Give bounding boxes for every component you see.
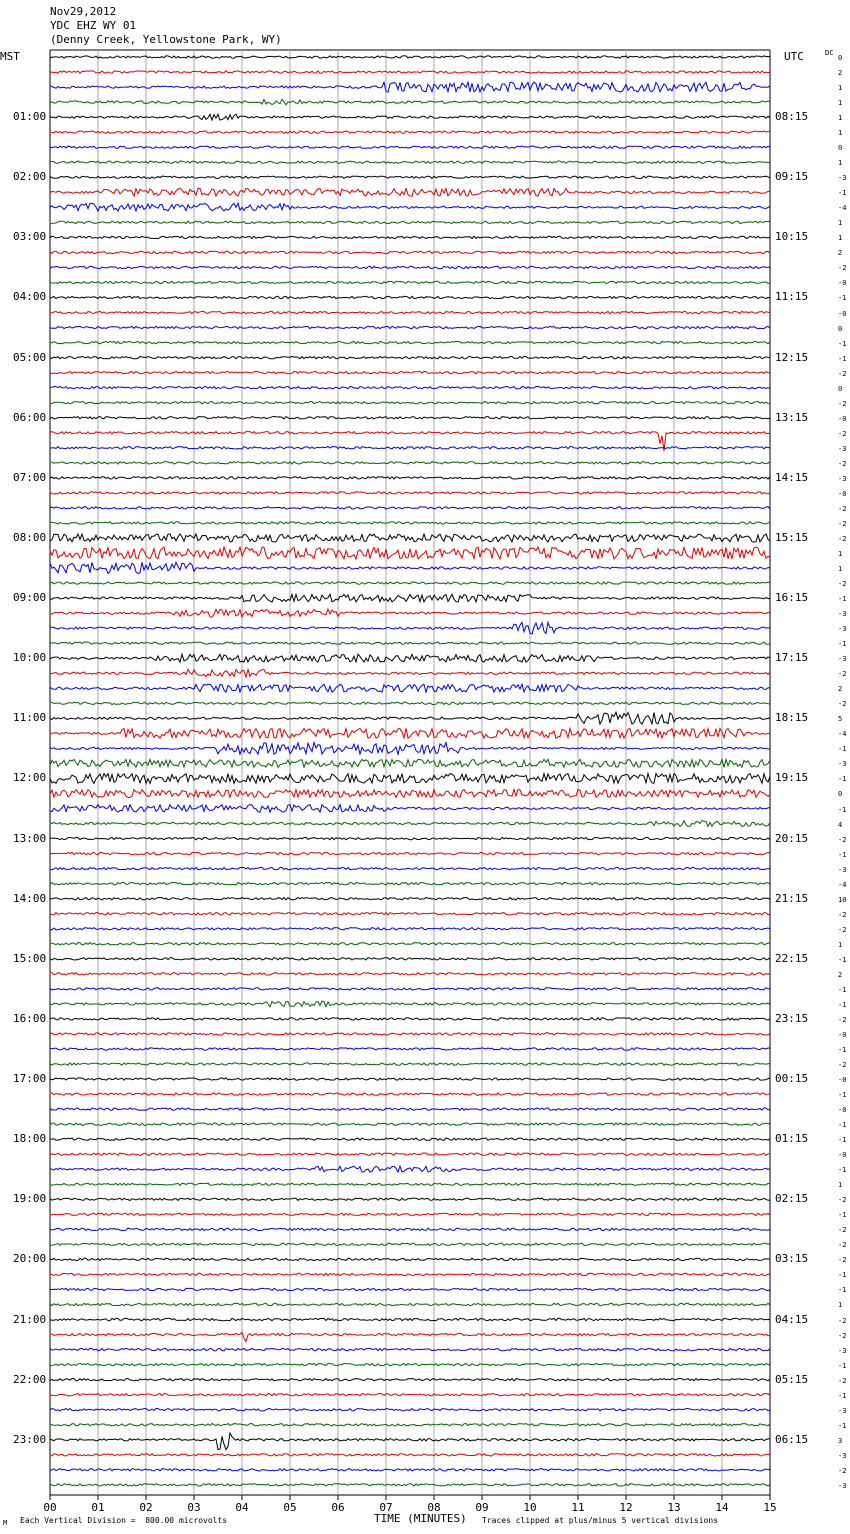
trace-line [50,56,770,58]
trace-line [50,522,770,524]
dc-offset-label: -1 [838,355,847,363]
trace-line [50,1454,770,1456]
dc-offset-label: -0 [838,310,847,318]
dc-offset-label: -3 [838,610,847,618]
right-hour-label: 02:15 [775,1192,809,1205]
dc-offset-label: 4 [838,821,843,829]
dc-offset-label: 2 [838,685,843,693]
dc-offset-label: 1 [838,234,843,242]
dc-offset-label: 0 [838,54,843,62]
dc-offset-label: -2 [838,580,847,588]
dc-offset-label: -2 [838,505,847,513]
dc-offset-label: 1 [838,550,843,558]
left-hour-label: 11:00 [13,711,47,724]
footer-mark: M [3,1519,8,1527]
right-hour-label: 23:15 [775,1012,809,1025]
dc-offset-label: -2 [838,1226,847,1234]
x-tick-label: 07 [379,1501,393,1514]
x-tick-label: 02 [139,1501,153,1514]
x-tick-label: 15 [763,1501,777,1514]
x-tick-label: 01 [91,1501,105,1514]
trace-line [50,176,770,178]
dc-offset-label: -3 [838,1482,847,1490]
dc-offset-label: -3 [838,1407,847,1415]
trace-line [50,622,770,634]
trace-line [50,1228,770,1230]
right-hour-label: 01:15 [775,1132,809,1145]
left-hour-label: 22:00 [13,1373,47,1386]
station-code: YDC EHZ WY 01 [50,19,137,32]
dc-offset-label: 0 [838,790,843,798]
trace-line [50,943,770,945]
trace-line [50,462,770,464]
trace-line [50,1318,770,1320]
right-hour-label: 10:15 [775,230,809,243]
trace-line [50,883,770,885]
dc-offset-label: -2 [838,460,847,468]
trace-line [50,1153,770,1155]
right-hour-label: 13:15 [775,411,809,424]
trace-line [50,1424,770,1426]
trace-line [50,492,770,494]
left-hour-label: 19:00 [13,1192,47,1205]
dc-offset-label: -1 [838,294,847,302]
trace-line [50,131,770,133]
right-hour-label: 00:15 [775,1072,809,1085]
dc-offset-label: -0 [838,1106,847,1114]
dc-offset-label: -1 [838,956,847,964]
dc-offset-label: -1 [838,1121,847,1129]
trace-line [50,1273,770,1275]
right-hour-label: 05:15 [775,1373,809,1386]
dc-offset-label: 3 [838,1437,843,1445]
dc-offset-label: -2 [838,1467,847,1475]
dc-offset-label: -2 [838,1016,847,1024]
left-hour-label: 08:00 [13,531,47,544]
trace-line [50,251,770,253]
trace-line [50,805,770,813]
trace-line [50,447,770,449]
dc-offset-label: -1 [838,189,847,197]
clip-note: Traces clipped at plus/minus 5 vertical divisions [482,1516,719,1525]
trace-line [50,311,770,313]
trace-line [50,913,770,915]
left-hour-label: 12:00 [13,771,47,784]
dc-offset-label: -2 [838,535,847,543]
trace-line [50,1363,770,1365]
trace-line [50,114,770,120]
trace-line [50,1001,770,1007]
dc-offset-label: -1 [838,986,847,994]
dc-offset-label: -1 [838,1362,847,1370]
dc-offset-label: -0 [838,1031,847,1039]
left-hour-label: 04:00 [13,290,47,303]
trace-line [50,417,770,419]
dc-offset-label: -2 [838,1256,847,1264]
trace-line [50,684,770,692]
trace-line [50,281,770,283]
dc-offset-label: -2 [838,370,847,378]
dc-offset-label: -2 [838,1377,847,1385]
dc-offset-label: -4 [838,881,847,889]
trace-line [50,1258,770,1260]
trace-line [50,326,770,328]
right-hour-label: 22:15 [775,952,809,965]
left-hour-label: 07:00 [13,471,47,484]
trace-line [50,582,770,584]
right-hour-label: 16:15 [775,591,809,604]
right-hour-label: 14:15 [775,471,809,484]
trace-line [50,837,770,839]
x-tick-label: 05 [283,1501,297,1514]
dc-offset-label: -1 [838,1211,847,1219]
x-tick-label: 03 [187,1501,201,1514]
dc-offset-label: -4 [838,730,847,738]
right-hour-label: 19:15 [775,771,809,784]
trace-line [50,790,770,798]
dc-offset-label: -1 [838,851,847,859]
dc-offset-label: -1 [838,1392,847,1400]
trace-line [50,1303,770,1305]
scale-note: Each Vertical Division = 800.00 microvolts [20,1516,228,1525]
trace-line [50,594,770,602]
trace-line [50,562,770,573]
trace-line [50,1243,770,1245]
trace-line [50,1093,770,1095]
x-axis-title: TIME (MINUTES) [374,1512,467,1525]
dc-header-label: DC [825,49,834,57]
left-hour-label: 06:00 [13,411,47,424]
trace-line [50,1394,770,1396]
dc-offset-label: -2 [838,520,847,528]
dc-offset-label: -4 [838,204,847,212]
dc-offset-label: 1 [838,1301,843,1309]
dc-offset-label: 1 [838,159,843,167]
dc-offset-label: 1 [838,84,843,92]
dc-offset-label: -0 [838,279,847,287]
dc-offset-label: -1 [838,1001,847,1009]
right-hour-label: 03:15 [775,1252,809,1265]
left-hour-label: 21:00 [13,1313,47,1326]
right-hour-label: 20:15 [775,832,809,845]
trace-line [50,1348,770,1350]
trace-line [50,1198,770,1200]
dc-offset-label: -0 [838,1076,847,1084]
trace-line [50,221,770,223]
dc-offset-label: -2 [838,670,847,678]
trace-line [50,928,770,930]
dc-offset-label: 1 [838,565,843,573]
dc-offset-label: -2 [838,264,847,272]
dc-offset-label: -3 [838,625,847,633]
right-hour-label: 09:15 [775,170,809,183]
trace-line [50,728,770,738]
left-hour-label: 10:00 [13,651,47,664]
dc-offset-label: 1 [838,129,843,137]
dc-offset-label: 0 [838,325,843,333]
dc-offset-label: 2 [838,69,843,77]
right-hour-label: 06:15 [775,1433,809,1446]
right-hour-label: 12:15 [775,351,809,364]
trace-line [50,266,770,268]
trace-line [50,867,770,869]
trace-line [50,188,770,196]
dc-offset-label: -3 [838,475,847,483]
dc-offset-label: 2 [838,971,843,979]
dc-offset-label: -0 [838,415,847,423]
right-timezone-label: UTC [784,50,804,63]
right-hour-label: 21:15 [775,892,809,905]
trace-line [50,99,770,105]
x-tick-label: 06 [331,1501,345,1514]
dc-offset-label: -2 [838,1241,847,1249]
trace-line [50,988,770,990]
x-tick-label: 14 [715,1501,729,1514]
trace-line [50,1108,770,1110]
dc-offset-label: -1 [838,595,847,603]
trace-line [50,759,770,767]
dc-offset-label: 0 [838,144,843,152]
x-tick-label: 11 [571,1501,585,1514]
left-hour-label: 03:00 [13,230,47,243]
left-timezone-label: MST [0,50,20,63]
dc-offset-label: 2 [838,249,843,257]
trace-line [50,356,770,358]
trace-line [50,1018,770,1020]
trace-line [50,236,770,238]
dc-offset-label: -1 [838,806,847,814]
dc-offset-label: 5 [838,715,843,723]
dc-offset-label: -2 [838,1196,847,1204]
plot-date: Nov29,2012 [50,5,117,18]
trace-line [50,1288,770,1290]
trace-line [50,534,770,542]
trace-line [50,387,770,389]
dc-offset-label: -2 [838,400,847,408]
trace-line [50,477,770,479]
dc-offset-label: -3 [838,1347,847,1355]
trace-line [50,161,770,163]
dc-offset-label: 1 [838,99,843,107]
station-location: (Denny Creek, Yellowstone Park, WY) [50,33,282,46]
trace-line [50,609,770,617]
dc-offset-label: -2 [838,700,847,708]
left-hour-label: 17:00 [13,1072,47,1085]
x-tick-label: 13 [667,1501,681,1514]
trace-line [50,203,770,211]
trace-line [50,821,770,827]
x-tick-label: 04 [235,1501,249,1514]
trace-line [50,852,770,854]
x-tick-label: 08 [427,1501,441,1514]
trace-line [50,547,770,559]
trace-line [50,402,770,404]
dc-offset-label: -0 [838,490,847,498]
dc-offset-label: 1 [838,941,843,949]
dc-offset-label: -1 [838,745,847,753]
trace-line [50,654,770,662]
trace-line [50,702,770,704]
dc-offset-label: -3 [838,1452,847,1460]
left-hour-label: 13:00 [13,832,47,845]
left-hour-label: 20:00 [13,1252,47,1265]
dc-offset-label: -2 [838,1332,847,1340]
dc-offset-label: -2 [838,1317,847,1325]
dc-offset-label: -2 [838,430,847,438]
left-hour-label: 18:00 [13,1132,47,1145]
left-hour-label: 15:00 [13,952,47,965]
trace-line [50,1033,770,1035]
trace-line [50,1123,770,1125]
dc-offset-label: -2 [838,926,847,934]
trace-line [50,146,770,148]
dc-offset-label: 0 [838,385,843,393]
dc-offset-label: -1 [838,1271,847,1279]
trace-line [50,642,770,644]
trace-line [50,1183,770,1185]
dc-offset-label: -1 [838,1286,847,1294]
dc-offset-label: -1 [838,1046,847,1054]
left-hour-label: 02:00 [13,170,47,183]
trace-line [50,1379,770,1381]
dc-offset-label: 10 [838,896,847,904]
dc-offset-label: -1 [838,1091,847,1099]
right-hour-label: 04:15 [775,1313,809,1326]
dc-offset-label: -1 [838,1166,847,1174]
dc-offset-label: -3 [838,655,847,663]
dc-offset-label: 1 [838,219,843,227]
trace-line [50,71,770,73]
dc-offset-label: -1 [838,640,847,648]
dc-offset-label: -1 [838,340,847,348]
dc-offset-label: -2 [838,836,847,844]
trace-line [50,82,770,92]
left-hour-label: 16:00 [13,1012,47,1025]
trace-line [50,712,770,724]
trace-line [50,669,770,677]
dc-offset-label: -3 [838,866,847,874]
trace-line [50,774,770,784]
trace-line [50,743,770,755]
dc-offset-label: -3 [838,445,847,453]
trace-line [50,1484,770,1486]
trace-line [50,1332,770,1341]
trace-line [50,1063,770,1065]
trace-line [50,372,770,374]
left-hour-label: 05:00 [13,351,47,364]
trace-line [50,296,770,298]
left-hour-label: 14:00 [13,892,47,905]
left-hour-label: 23:00 [13,1433,47,1446]
dc-offset-label: -2 [838,1061,847,1069]
left-hour-label: 09:00 [13,591,47,604]
right-hour-label: 18:15 [775,711,809,724]
trace-line [50,1048,770,1050]
trace-line [50,958,770,960]
trace-line [50,1138,770,1140]
trace-line [50,1166,770,1172]
trace-line [50,341,770,343]
right-hour-label: 11:15 [775,290,809,303]
right-hour-label: 08:15 [775,110,809,123]
trace-line [50,507,770,509]
dc-offset-label: 1 [838,114,843,122]
x-tick-label: 10 [523,1501,537,1514]
trace-line [50,1409,770,1411]
trace-line [50,1078,770,1080]
dc-offset-label: -1 [838,1422,847,1430]
trace-line [50,1433,770,1450]
dc-offset-label: -3 [838,174,847,182]
x-tick-label: 00 [43,1501,57,1514]
dc-offset-label: -2 [838,911,847,919]
trace-line [50,898,770,900]
trace-line [50,973,770,975]
dc-offset-label: 1 [838,1181,843,1189]
dc-offset-label: -1 [838,1136,847,1144]
left-hour-label: 01:00 [13,110,47,123]
trace-line [50,1469,770,1471]
x-tick-label: 12 [619,1501,633,1514]
right-hour-label: 15:15 [775,531,809,544]
x-tick-label: 09 [475,1501,489,1514]
right-hour-label: 17:15 [775,651,809,664]
dc-offset-label: -1 [838,775,847,783]
dc-offset-label: -3 [838,760,847,768]
trace-line [50,1213,770,1215]
dc-offset-label: -0 [838,1151,847,1159]
